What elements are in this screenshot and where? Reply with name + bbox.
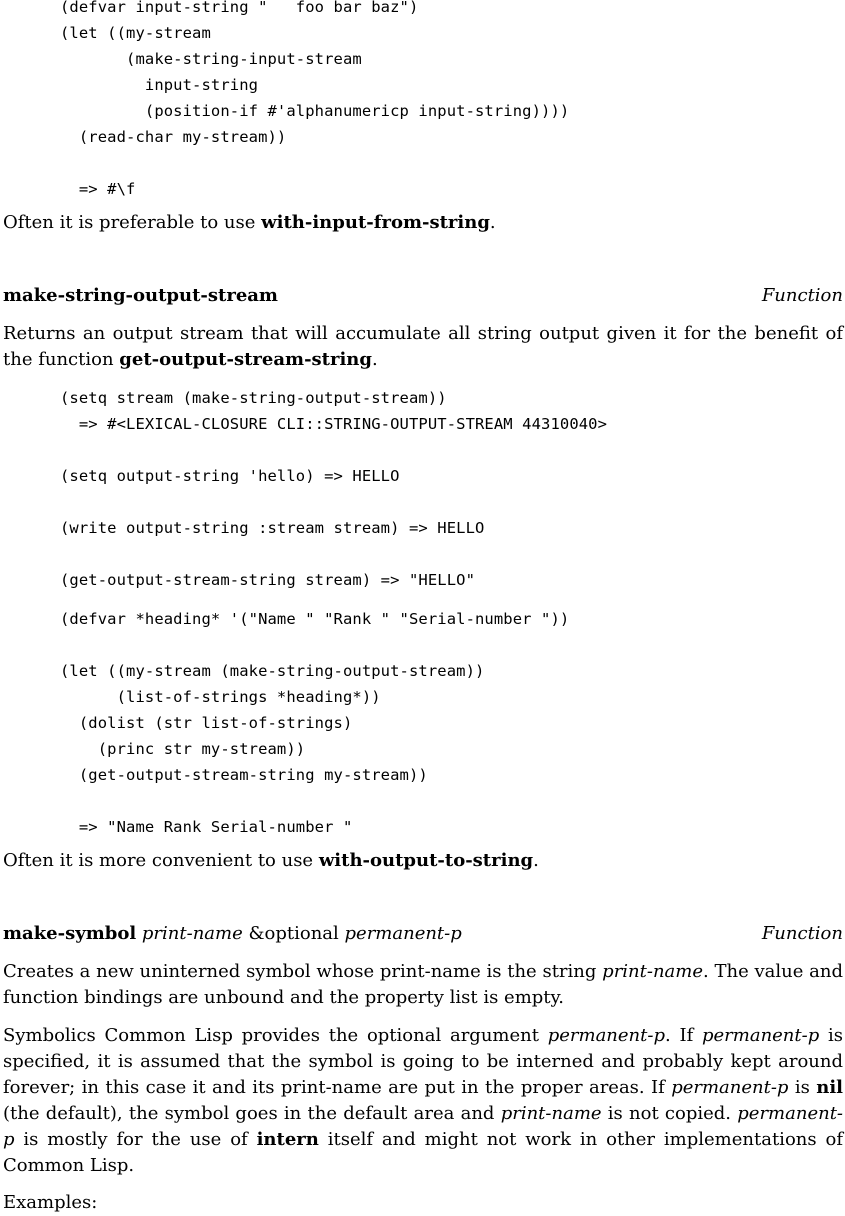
paragraph-permanent-p: Symbolics Common Lisp provides the optional argument permanent-p. If permanent-p is specified, it is assumed that the symbol is going to be interned and probably kept around forever; in this case it and its print-name are put in the proper areas. If permanent-p is nil (the default), the symbol goes in the default area and print-name is not copied. permanent-p is mostly for the use of intern itself and might not work in other implementations of Common Lisp.	[3, 1025, 844, 1176]
paragraph-examples-label: Examples:	[3, 1192, 98, 1213]
paragraph-with-input-from-string: Often it is preferable to use with-input-from-string.	[3, 212, 496, 233]
function-name: make-symbol	[3, 923, 137, 944]
entry-heading-make-symbol	[3, 921, 843, 947]
function-signature	[3, 921, 462, 947]
function-name: make-string-output-stream	[3, 285, 278, 306]
argument-permanent-p: permanent-p	[344, 923, 462, 944]
paragraph-with-output-to-string: Often it is more convenient to use with-output-to-string.	[3, 850, 539, 871]
paragraph-make-symbol-description: Creates a new uninterned symbol whose print-name is the string print-name. The value and function bindings are unbound and the property list is empty.	[3, 961, 843, 1008]
lambda-keyword: &optional	[248, 923, 339, 944]
function-ref-with-input-from-string: with-input-from-string	[261, 212, 490, 233]
paragraph-make-string-output-stream-description: Returns an output stream that will accumulate all string output given it for the benefit of the function get-output-stream-string.	[3, 323, 843, 370]
code-example-heading: (defvar *heading* '("Name " "Rank " "Serial-number ")) (let ((my-stream (make-string-output-stream)) (list-of-strings *heading*)) (dolist (str list-of-strings) (princ str my-stream)) (get-output-stream-string my-stream)) => "Name Rank Serial-number "	[60, 610, 570, 836]
function-ref-get-output-stream-string: get-output-stream-string	[119, 349, 372, 370]
argument-print-name: print-name	[141, 923, 243, 944]
entry-kind-label: Function	[761, 285, 843, 306]
code-example-make-string-input-stream: (defvar input-string " foo bar baz") (let ((my-stream (make-string-input-stream input-string (position-if #'alphanumericp input-string)))) (read-char my-stream)) => #\f	[60, 0, 570, 198]
entry-kind-label: Function	[761, 923, 843, 944]
function-ref-with-output-to-string: with-output-to-string	[318, 850, 534, 871]
code-example-make-string-output-stream: (setq stream (make-string-output-stream)) => #<LEXICAL-CLOSURE CLI::STRING-OUTPUT-STREAM 44310040> (setq output-string 'hello) => HELLO (write output-string :stream stream) => HELLO (get-output-stream-string stream) => "HELLO"	[60, 389, 608, 589]
entry-heading-make-string-output-stream	[3, 283, 843, 309]
